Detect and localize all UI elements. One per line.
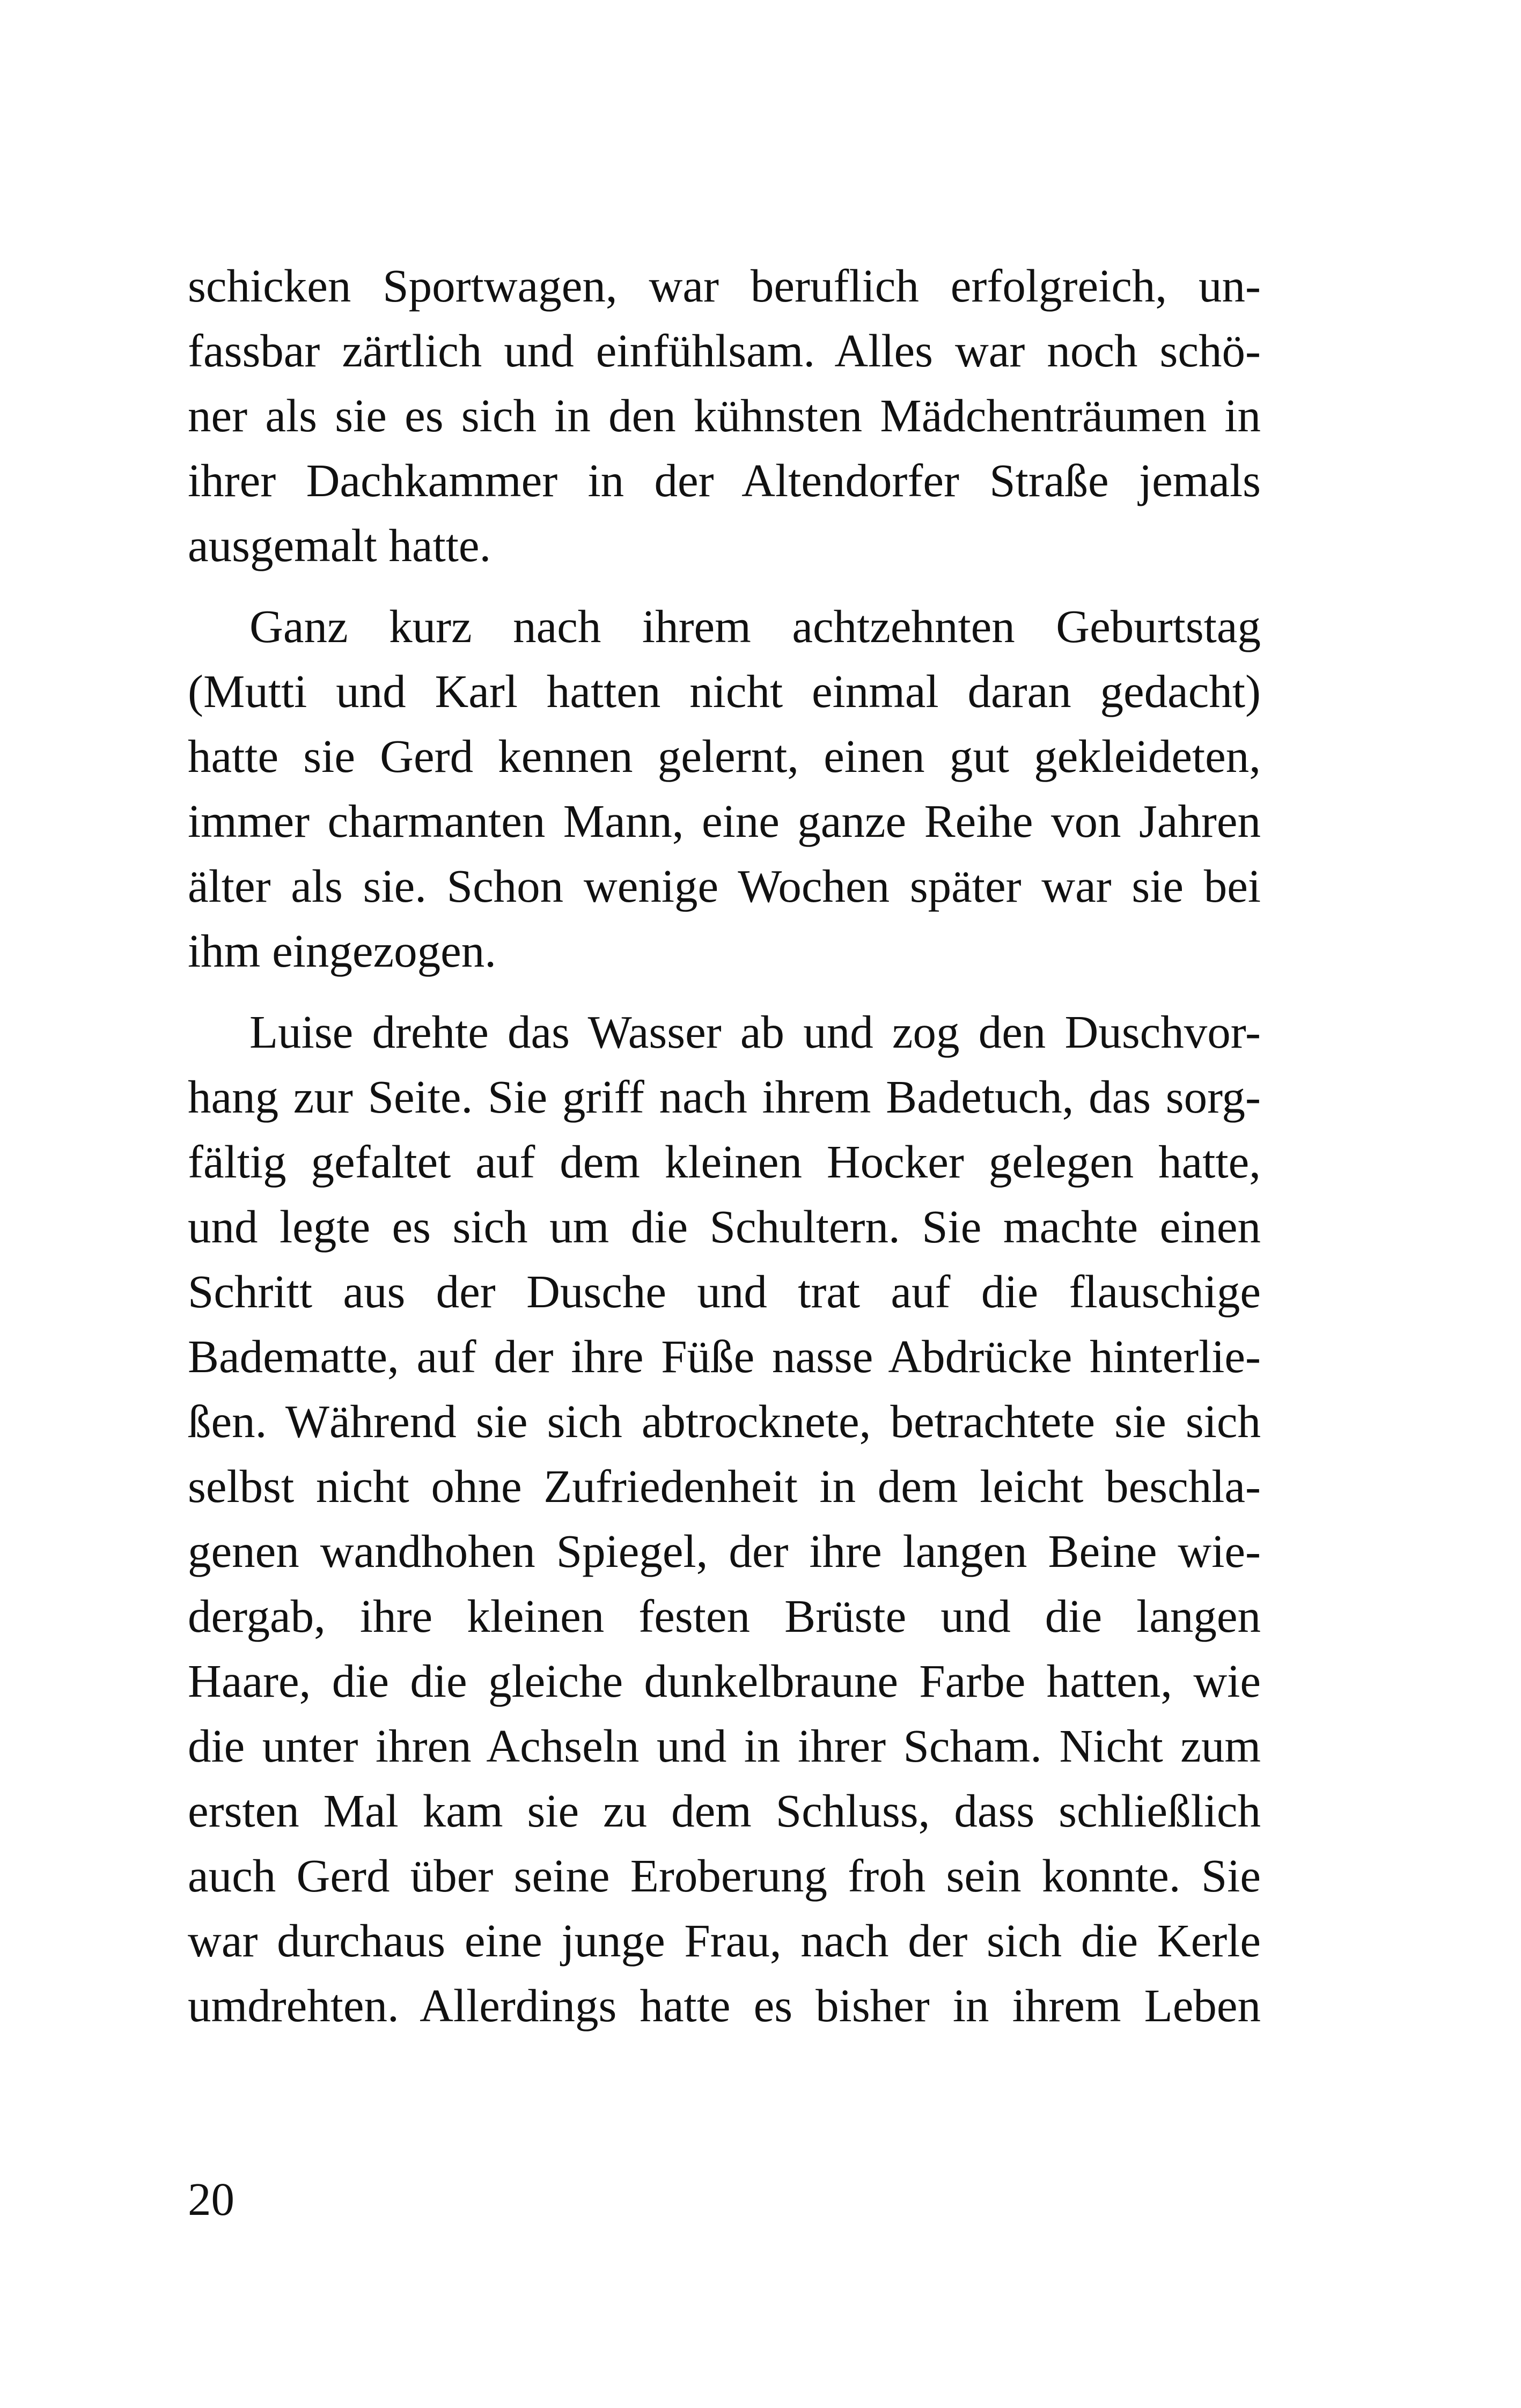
text-line: (Mutti und Karl hatten nicht einmal daran gedacht): [188, 665, 1261, 717]
text-line: ner als sie es sich in den kühnsten Mädchenträumen in: [188, 389, 1261, 441]
text-line: ßen. Während sie sich abtrocknete, betrachtete sie sich: [188, 1395, 1261, 1447]
text-line: genen wandhohen Spiegel, der ihre langen Beine wie-: [188, 1525, 1261, 1577]
body-text: [188, 253, 1261, 2038]
text-line: umdrehten. Allerdings hatte es bisher in ihrem Leben: [188, 1979, 1261, 2031]
paragraph-1: [188, 253, 1261, 578]
text-line: fältig gefaltet auf dem kleinen Hocker gelegen hatte,: [188, 1136, 1261, 1188]
text-line: Haare, die die gleiche dunkelbraune Farbe hatten, wie: [188, 1655, 1261, 1707]
text-line: dergab, ihre kleinen festen Brüste und die langen: [188, 1590, 1261, 1642]
text-line: war durchaus eine junge Frau, nach der sich die Kerle: [188, 1914, 1261, 1967]
text-line: ersten Mal kam sie zu dem Schluss, dass schließlich: [188, 1785, 1261, 1837]
text-line: auch Gerd über seine Eroberung froh sein konnte. Sie: [188, 1850, 1261, 1902]
text-line: die unter ihren Achseln und in ihrer Scham. Nicht zum: [188, 1720, 1261, 1772]
text-line: fassbar zärtlich und einfühlsam. Alles war noch schö-: [188, 325, 1261, 377]
text-line: immer charmanten Mann, eine ganze Reihe von Jahren: [188, 795, 1261, 847]
text-line: Badematte, auf der ihre Füße nasse Abdrücke hinterlie-: [188, 1330, 1261, 1382]
text-line: hatte sie Gerd kennen gelernt, einen gut gekleideten,: [188, 730, 1261, 782]
text-line: ihrer Dachkammer in der Altendorfer Straße jemals: [188, 454, 1261, 506]
text-line: selbst nicht ohne Zufriedenheit in dem leicht beschla-: [188, 1460, 1261, 1512]
text-line: Schritt aus der Dusche und trat auf die flauschige: [188, 1265, 1261, 1317]
text-line: älter als sie. Schon wenige Wochen später war sie bei: [188, 860, 1261, 912]
text-line: Ganz kurz nach ihrem achtzehnten Geburtstag: [249, 600, 1261, 652]
paragraph-2: [188, 594, 1261, 983]
paragraph-3: [188, 999, 1261, 2038]
text-line: hang zur Seite. Sie griff nach ihrem Badetuch, das sorg-: [188, 1071, 1261, 1123]
page-number: 20: [188, 2173, 234, 2225]
text-line: Luise drehte das Wasser ab und zog den Duschvor-: [249, 1006, 1261, 1058]
text-line: schicken Sportwagen, war beruflich erfolgreich, un-: [188, 260, 1261, 312]
text-line: ihm eingezogen.: [188, 925, 496, 977]
text-line: ausgemalt hatte.: [188, 519, 491, 571]
text-line: und legte es sich um die Schultern. Sie machte einen: [188, 1201, 1261, 1253]
